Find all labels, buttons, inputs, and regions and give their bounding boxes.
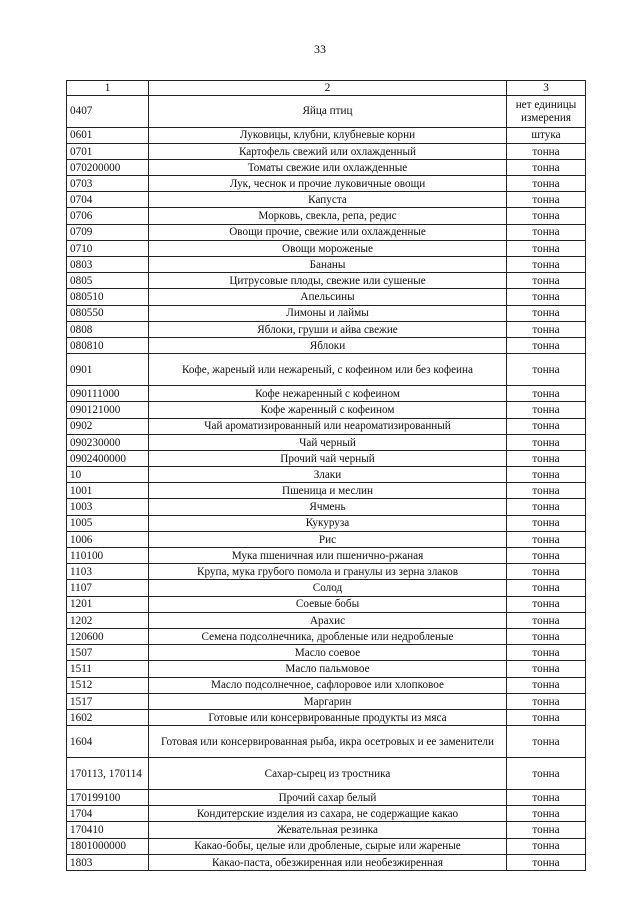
name-cell: Чай черный [149, 434, 507, 450]
unit-cell: тонна [507, 483, 586, 499]
code-cell: 0601 [67, 127, 149, 143]
code-cell: 170199100 [67, 790, 149, 806]
code-cell: 1003 [67, 499, 149, 515]
table-row [67, 95, 586, 127]
code-cell: 0706 [67, 208, 149, 224]
name-cell: Масло соевое [149, 645, 507, 661]
name-cell: Какао-паста, обезжиренная или необезжиренная [149, 854, 507, 870]
unit-cell: тонна [507, 838, 586, 854]
name-cell: Жевательная резинка [149, 822, 507, 838]
table-row [67, 483, 586, 499]
unit-cell: тонна [507, 645, 586, 661]
unit-cell: штука [507, 127, 586, 143]
name-cell: Солод [149, 580, 507, 596]
table-row [67, 402, 586, 418]
code-cell: 090121000 [67, 402, 149, 418]
code-cell: 0709 [67, 224, 149, 240]
table-row [67, 645, 586, 661]
code-cell: 0803 [67, 257, 149, 273]
table-row [67, 661, 586, 677]
code-cell: 1512 [67, 677, 149, 693]
name-cell: Мука пшеничная или пшенично-ржаная [149, 548, 507, 564]
unit-cell: тонна [507, 580, 586, 596]
table-row [67, 418, 586, 434]
code-cell: 10 [67, 467, 149, 483]
name-cell: Лук, чеснок и прочие луковичные овощи [149, 176, 507, 192]
unit-cell: тонна [507, 143, 586, 159]
unit-cell: тонна [507, 806, 586, 822]
code-cell: 0701 [67, 143, 149, 159]
unit-cell: тонна [507, 257, 586, 273]
name-cell: Готовые или консервированные продукты из мяса [149, 709, 507, 725]
table-row [67, 822, 586, 838]
code-cell: 1517 [67, 693, 149, 709]
table-row [67, 467, 586, 483]
name-cell: Луковицы, клубни, клубневые корни [149, 127, 507, 143]
name-cell: Злаки [149, 467, 507, 483]
code-cell: 1704 [67, 806, 149, 822]
table-row [67, 176, 586, 192]
code-cell: 090111000 [67, 386, 149, 402]
unit-cell: тонна [507, 628, 586, 644]
name-cell: Готовая или консервированная рыба, икра осетровых и ее заменители [149, 726, 507, 758]
name-cell: Рис [149, 531, 507, 547]
table-row [67, 790, 586, 806]
code-cell: 0704 [67, 192, 149, 208]
code-cell: 090230000 [67, 434, 149, 450]
name-cell: Морковь, свекла, репа, редис [149, 208, 507, 224]
unit-cell: тонна [507, 726, 586, 758]
code-cell: 1107 [67, 580, 149, 596]
unit-cell: тонна [507, 564, 586, 580]
table-row [67, 273, 586, 289]
code-cell: 110100 [67, 548, 149, 564]
table-body [67, 81, 586, 871]
name-cell: Чай ароматизированный или неароматизированный [149, 418, 507, 434]
name-cell: Картофель свежий или охлажденный [149, 143, 507, 159]
table-row [67, 192, 586, 208]
unit-cell: тонна [507, 822, 586, 838]
name-cell: Масло пальмовое [149, 661, 507, 677]
code-cell: 080550 [67, 305, 149, 321]
table-row [67, 208, 586, 224]
table-row [67, 726, 586, 758]
code-cell: 1103 [67, 564, 149, 580]
code-cell: 1602 [67, 709, 149, 725]
unit-cell: тонна [507, 854, 586, 870]
page-number: 33 [314, 42, 326, 56]
unit-cell: тонна [507, 273, 586, 289]
code-cell: 0902 [67, 418, 149, 434]
unit-cell: тонна [507, 790, 586, 806]
code-cell: 1604 [67, 726, 149, 758]
code-cell: 080810 [67, 337, 149, 353]
code-cell: 170113, 170114 [67, 758, 149, 790]
table-row [67, 354, 586, 386]
unit-cell: тонна [507, 661, 586, 677]
table-row [67, 838, 586, 854]
table-row [67, 628, 586, 644]
table-row [67, 580, 586, 596]
code-cell: 1006 [67, 531, 149, 547]
code-cell: 0808 [67, 321, 149, 337]
unit-cell: тонна [507, 418, 586, 434]
name-cell: Лимоны и лаймы [149, 305, 507, 321]
name-cell: Яблоки [149, 337, 507, 353]
table-row [67, 531, 586, 547]
table-row [67, 677, 586, 693]
unit-cell: тонна [507, 596, 586, 612]
table-row [67, 434, 586, 450]
name-cell: Капуста [149, 192, 507, 208]
name-cell: Яйца птиц [149, 95, 507, 127]
table-row [67, 548, 586, 564]
unit-cell: тонна [507, 677, 586, 693]
table-row [67, 854, 586, 870]
table-row [67, 143, 586, 159]
unit-cell: тонна [507, 176, 586, 192]
name-cell: Яблоки, груши и айва свежие [149, 321, 507, 337]
code-cell: 1005 [67, 515, 149, 531]
name-cell: Томаты свежие или охлажденные [149, 159, 507, 175]
name-cell: Арахис [149, 612, 507, 628]
name-cell: Сахар-сырец из тростника [149, 758, 507, 790]
name-cell: Кофе, жареный или нежареный, с кофеином или без кофеина [149, 354, 507, 386]
code-cell: 1001 [67, 483, 149, 499]
unit-cell: тонна [507, 499, 586, 515]
unit-cell: нет единицы измерения [507, 95, 586, 127]
name-cell: Овощи мороженые [149, 240, 507, 256]
name-cell: Пшеница и меслин [149, 483, 507, 499]
unit-cell: тонна [507, 159, 586, 175]
code-cell: 170410 [67, 822, 149, 838]
name-cell: Какао-бобы, целые или дробленые, сырые или жареные [149, 838, 507, 854]
table-row [67, 127, 586, 143]
name-cell: Ячмень [149, 499, 507, 515]
table-row [67, 337, 586, 353]
commodity-table [66, 80, 586, 871]
unit-cell: тонна [507, 709, 586, 725]
name-cell: Кофе жаренный с кофеином [149, 402, 507, 418]
name-cell: Прочий чай черный [149, 450, 507, 466]
table-row [67, 806, 586, 822]
name-cell: Крупа, мука грубого помола и гранулы из зерна злаков [149, 564, 507, 580]
table-row [67, 305, 586, 321]
table-row [67, 240, 586, 256]
unit-cell: тонна [507, 434, 586, 450]
code-cell: 0710 [67, 240, 149, 256]
unit-cell: тонна [507, 321, 586, 337]
table-row [67, 499, 586, 515]
unit-cell: тонна [507, 612, 586, 628]
name-cell: Маргарин [149, 693, 507, 709]
unit-cell: тонна [507, 693, 586, 709]
name-cell: Кофе нежаренный с кофеином [149, 386, 507, 402]
unit-cell: тонна [507, 450, 586, 466]
unit-cell: тонна [507, 337, 586, 353]
header-column-2: 2 [149, 81, 507, 96]
table-row [67, 257, 586, 273]
table-row [67, 289, 586, 305]
unit-cell: тонна [507, 289, 586, 305]
table-row [67, 612, 586, 628]
name-cell: Апельсины [149, 289, 507, 305]
unit-cell: тонна [507, 402, 586, 418]
name-cell: Соевые бобы [149, 596, 507, 612]
code-cell: 1803 [67, 854, 149, 870]
name-cell: Прочий сахар белый [149, 790, 507, 806]
name-cell: Масло подсолнечное, сафлоровое или хлопковое [149, 677, 507, 693]
code-cell: 0805 [67, 273, 149, 289]
name-cell: Семена подсолнечника, дробленые или недробленые [149, 628, 507, 644]
code-cell: 120600 [67, 628, 149, 644]
name-cell: Кукуруза [149, 515, 507, 531]
code-cell: 0902400000 [67, 450, 149, 466]
table-row [67, 224, 586, 240]
code-cell: 0407 [67, 95, 149, 127]
header-column-1: 1 [67, 81, 149, 96]
table-row [67, 564, 586, 580]
name-cell: Овощи прочие, свежие или охлажденные [149, 224, 507, 240]
code-cell: 1202 [67, 612, 149, 628]
unit-cell: тонна [507, 467, 586, 483]
unit-cell: тонна [507, 531, 586, 547]
code-cell: 070200000 [67, 159, 149, 175]
table-row [67, 515, 586, 531]
unit-cell: тонна [507, 548, 586, 564]
code-cell: 1511 [67, 661, 149, 677]
unit-cell: тонна [507, 224, 586, 240]
unit-cell: тонна [507, 208, 586, 224]
code-cell: 1201 [67, 596, 149, 612]
unit-cell: тонна [507, 354, 586, 386]
table-row [67, 709, 586, 725]
code-cell: 0901 [67, 354, 149, 386]
unit-cell: тонна [507, 386, 586, 402]
table-row [67, 758, 586, 790]
name-cell: Бананы [149, 257, 507, 273]
code-cell: 0703 [67, 176, 149, 192]
table-row [67, 159, 586, 175]
name-cell: Кондитерские изделия из сахара, не содержащие какао [149, 806, 507, 822]
unit-cell: тонна [507, 515, 586, 531]
name-cell: Цитрусовые плоды, свежие или сушеные [149, 273, 507, 289]
code-cell: 080510 [67, 289, 149, 305]
unit-cell: тонна [507, 192, 586, 208]
unit-cell: тонна [507, 758, 586, 790]
unit-cell: тонна [507, 240, 586, 256]
table-row [67, 450, 586, 466]
code-cell: 1801000000 [67, 838, 149, 854]
header-column-3: 3 [507, 81, 586, 96]
table-row [67, 321, 586, 337]
table-row [67, 596, 586, 612]
unit-cell: тонна [507, 305, 586, 321]
table-row [67, 693, 586, 709]
table-row [67, 386, 586, 402]
code-cell: 1507 [67, 645, 149, 661]
table-header-row [67, 81, 586, 96]
